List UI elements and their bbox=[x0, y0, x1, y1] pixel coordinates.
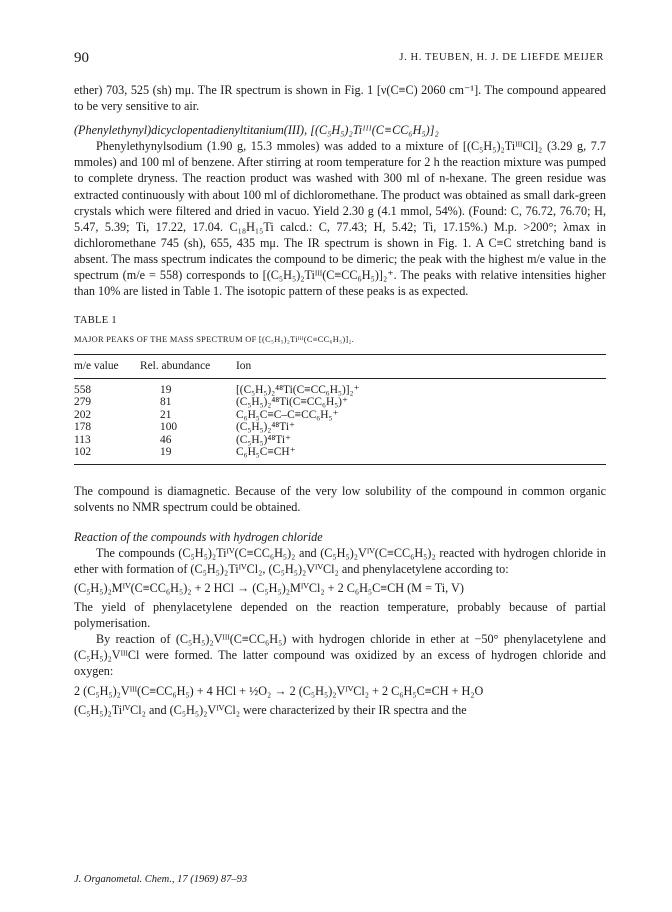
section-heading: (Phenylethynyl)dicyclopentadienyltitanium(III), [(C₅H₅)₂Tiᴵᴵᴵ(C≡CC₆H₅)]₂ bbox=[74, 123, 439, 138]
section-heading: Reaction of the compounds with hydrogen chloride bbox=[74, 529, 323, 544]
table-cell: 102 bbox=[74, 446, 92, 458]
article-body bbox=[74, 82, 606, 718]
equation: 2 (C₅H₅)₂Vᴵᴵᴵ(C≡CC₆H₅) + 4 HCl + ½O₂ → 2 (C₅H₅)₂VᴵⱽCl₂ + 2 C₆H₅C≡CH + H₂O bbox=[74, 683, 484, 698]
paragraph: The compound is diamagnetic. Because of the very low solubility of the compound in common organic solvents no NMR spectrum could be obtained. bbox=[74, 483, 606, 514]
table-cell: 46 bbox=[160, 433, 172, 446]
page-number: 90 bbox=[74, 50, 89, 66]
table-cell: 19 bbox=[160, 383, 172, 396]
table-cell: 558 bbox=[74, 383, 92, 396]
table-cell: 202 bbox=[74, 408, 92, 421]
column-header: m/e value bbox=[74, 355, 140, 378]
table-row bbox=[74, 446, 606, 464]
table-row bbox=[74, 409, 606, 422]
paragraph: ether) 703, 525 (sh) mμ. The IR spectrum is shown in Fig. 1 [ν(C≡C) 2060 cm⁻¹]. The compound appeared to be very sensitive to air. bbox=[74, 83, 606, 114]
table-cell: 19 bbox=[160, 446, 172, 458]
table-cell: 21 bbox=[160, 408, 172, 421]
table-row bbox=[74, 396, 606, 409]
equation: (C₅H₅)₂Mᴵⱽ(C≡CC₆H₅)₂ + 2 HCl → (C₅H₅)₂MᴵⱽCl₂ + 2 C₆H₅C≡CH (M = Ti, V) bbox=[74, 580, 464, 595]
table-cell: C₆H₅C≡C–C≡CC₆H₅⁺ bbox=[236, 408, 339, 421]
table-1 bbox=[74, 313, 606, 464]
paragraph: By reaction of (C₅H₅)₂Vᴵᴵᴵ(C≡CC₆H₅) with hydrogen chloride in ether at −50° phenylacetylene and (C₅H₅)₂VᴵᴵᴵCl were formed. The latter compound was oxidized by an excess of hydrogen chloride and oxygen: bbox=[74, 632, 606, 679]
paragraph: (C₅H₅)₂TiᴵⱽCl₂ and (C₅H₅)₂VᴵⱽCl₂ were characterized by their IR spectra and the bbox=[74, 702, 467, 717]
table-header-row bbox=[74, 355, 606, 378]
table-cell: 81 bbox=[160, 396, 172, 408]
table-cell: (C₅H₅)₂⁴⁸Ti⁺ bbox=[236, 421, 295, 433]
table-caption: MAJOR PEAKS OF THE MASS SPECTRUM OF [(C₅H₅)₂Tiᴵᴵᴵ(C≡CC₆H₅)]₂. bbox=[74, 335, 355, 345]
table-label: TABLE 1 bbox=[74, 315, 117, 327]
page-header bbox=[74, 50, 604, 70]
table-row bbox=[74, 378, 606, 396]
paragraph: The yield of phenylacetylene depended on the reaction temperature, probably because of partial polymerisation. bbox=[74, 600, 606, 631]
table-cell: 113 bbox=[74, 433, 91, 446]
table-cell: 100 bbox=[160, 421, 178, 433]
table-cell: [(C₅H₅)₂⁴⁸Ti(C≡CC₆H₅)]₂⁺ bbox=[236, 383, 360, 396]
table-cell: 279 bbox=[74, 396, 92, 408]
column-header: Rel. abundance bbox=[140, 355, 236, 378]
running-head: J. H. TEUBEN, H. J. DE LIEFDE MEIJER bbox=[399, 52, 604, 63]
column-header: Ion bbox=[236, 355, 606, 378]
mass-spectrum-table bbox=[74, 354, 606, 464]
table-row bbox=[74, 434, 606, 447]
paragraph: Phenylethynylsodium (1.90 g, 15.3 mmoles) was added to a mixture of [(C₅H₅)₂TiᴵᴵᴵCl]₂ (3.29 g, 7.7 mmoles) and 100 ml of benzene. After stirring at room temperature for 2 h the reaction mixture was pumped to complete dryness. The reaction product was washed with 300 ml of n-hexane. The green residue was extracted continuously with about 100 ml of dichloromethane. The product was obtained as small dark-green crystals which were filtered and dried in vacuo. Yield 2.30 g (4.1 mmol, 54%). (Found: C, 76.72, 76.70; H, 5.47, 5.39; Ti, 17.22, 17.04. C₁₈H₁₅Ti calcd.: C, 77.43; H, 5.42; Ti, 17.15%.) M.p. >200°; λmax in dichloromethane 745 (sh), 655, 435 mμ. The IR spectrum is shown in Fig. 1. A C≡C stretching band is absent. The mass spectrum indicates the compound to be dimeric; the peak with the highest m/e value in the spectrum (m/e = 558) corresponds to [(C₅H₅)₂Tiᴵᴵᴵ(C≡CC₆H₅)]₂⁺. The peaks with relative intensities higher than 10% are listed in Table 1. The isotopic pattern of these peaks is as expected. bbox=[74, 139, 606, 299]
table-cell: (C₅H₅)⁴⁸Ti⁺ bbox=[236, 433, 292, 446]
table-row bbox=[74, 421, 606, 434]
table-cell: 178 bbox=[74, 421, 92, 433]
paragraph: The compounds (C₅H₅)₂Tiᴵⱽ(C≡CC₆H₅)₂ and (C₅H₅)₂Vᴵⱽ(C≡CC₆H₅)₂ reacted with hydrogen chloride in ether with formation of (C₅H₅)₂TiᴵⱽCl₂, (C₅H₅)₂VᴵⱽCl₂ and phenylacetylene according to: bbox=[74, 545, 606, 576]
table-cell: (C₅H₅)₂⁴⁸Ti(C≡CC₆H₅)⁺ bbox=[236, 396, 348, 408]
journal-citation: J. Organometal. Chem., 17 (1969) 87–93 bbox=[74, 874, 248, 885]
table-cell: C₆H₅C≡CH⁺ bbox=[236, 446, 296, 458]
